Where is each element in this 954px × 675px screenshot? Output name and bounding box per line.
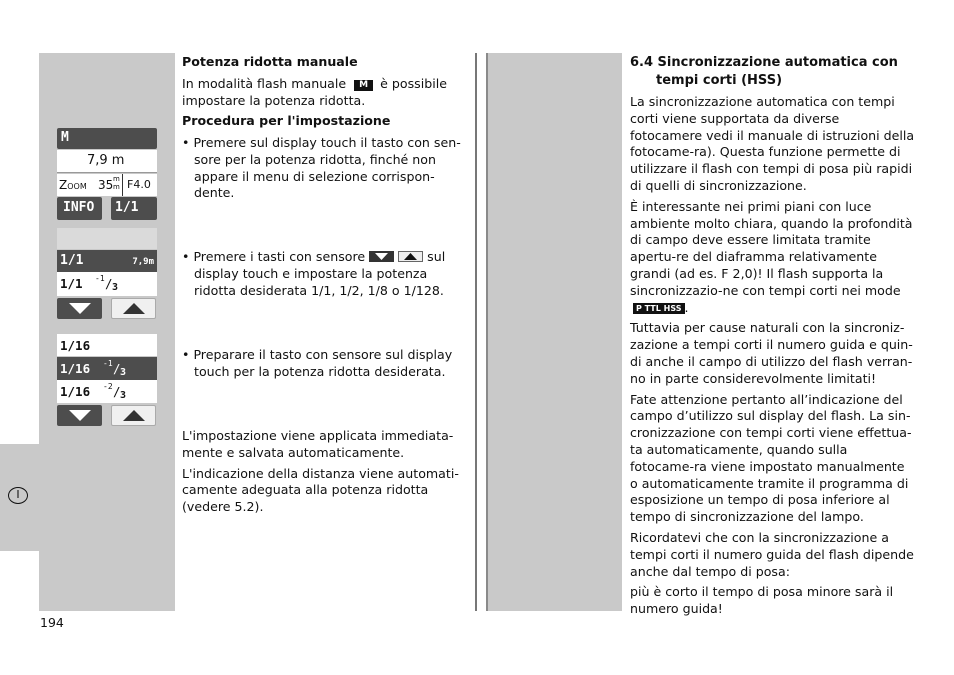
zoom-unit-bottom: m [113, 183, 120, 191]
lcd3-row3-slash: / [113, 384, 121, 399]
lcd2-down-button[interactable] [57, 298, 102, 319]
lcd1-distance [57, 150, 157, 173]
right-paragraph-1: La sincronizzazione automatica con tempi corti viene supportata da diverse fotocamere vedi il manuale di istruzioni della fotocame-ra). Questa funzione permette di utilizzare il flash con tempi di posa più rapidi di quelli di sincronizzazione. [630, 94, 915, 193]
right-paragraph-6: più è corto il tempo di posa minore sarà il numero guida! [630, 584, 894, 617]
zoom-divider [122, 174, 123, 196]
page-number: 194 [40, 615, 64, 630]
zoom-label: Zoom [59, 178, 87, 192]
step-1: • Premere sul display touch il tasto con sen-sore per la potenza ridotta, finché non appare il menu di selezione corrispon-dente. [182, 135, 461, 201]
intro-after: è possibile impostare la potenza ridotta. [182, 75, 447, 108]
section-heading: Potenza ridotta manuale [182, 54, 358, 69]
right-text-column [630, 54, 915, 622]
lcd2-up-button[interactable] [111, 298, 156, 319]
heading-line-2: tempi corti (HSS) [656, 73, 783, 88]
power-ratio-label: 1/1 [115, 200, 139, 215]
section-6-4-heading [630, 54, 915, 90]
right-paragraph-2-text: È interessante nei primi piani con luce ambiente molto chiara, quando la profondità di campo deve essere limitata tramite apertu-re del diaframma relativamente grandi (ad es. F 2,0)! Il flash supporta la sincronizzazio-ne con tempi corti nei mode [630, 198, 913, 298]
lcd2-frac-sub: 3 [112, 282, 119, 293]
lcd2-selected-value: 1/1 [60, 253, 84, 268]
step-2: • Premere i tasti con sensore sul display touch e impostare la potenza ridotta desiderata 1/1, 1/2, 1/8 o 1/128. [182, 249, 446, 298]
lcd3-row3-sup: -2 [103, 382, 113, 391]
step-1-text: Premere sul display touch il tasto con sen-sore per la potenza ridotta, finché non appare il menu di selezione corrispon-dente. [193, 135, 461, 201]
lcd2-selected-row [57, 250, 157, 272]
lcd3-down-button[interactable] [57, 405, 102, 426]
info-button[interactable] [57, 197, 102, 220]
lcd3-row1 [57, 334, 157, 356]
lcd2-frac-slash: / [105, 276, 113, 291]
lcd3-row2-sup: -1 [103, 359, 113, 368]
lcd3-row2-value: 1/16 [60, 361, 91, 376]
aperture-value: F4.0 [127, 178, 151, 191]
procedure-heading: Procedura per l'impostazione [182, 113, 391, 129]
lcd3-row2-slash: / [113, 361, 121, 376]
note-paragraph-2: L'indicazione della distanza viene automati-camente adeguata alla potenza ridotta (vedere 5.2). [182, 465, 459, 515]
intro-paragraph [182, 76, 467, 110]
step-2-after: sul display touch e impostare la potenza ridotta desiderata 1/1, 1/2, 1/8 o 1/128. [194, 249, 446, 298]
lcd2-fine-value: 1/1 [60, 276, 83, 291]
right-paragraph-3: Tuttavia per cause naturali con la sincroniz-zazione a tempi corti il numero guida e quin-di anche il campo di utilizzo del flash verran-no in parte considerevolmente limitati! [630, 320, 913, 386]
lcd3-row2-sub: 3 [120, 367, 127, 378]
step-3-text: Preparare il tasto con sensore sul display touch per la potenza ridotta desiderata. [193, 347, 453, 379]
arrow-down-icon [69, 410, 91, 421]
left-notes [182, 428, 460, 520]
arrow-down-icon [69, 303, 91, 314]
lcd1-distance-value: 7,9 m [87, 153, 125, 168]
right-paragraph-2 [630, 199, 915, 317]
language-tab-label: I [8, 487, 28, 504]
right-paragraph-5: Ricordatevi che con la sincronizzazione a tempi corti il numero guida del flash dipende anche dal tempo di posa: [630, 529, 914, 579]
down-key-icon [369, 251, 394, 262]
lcd2-header [57, 228, 157, 249]
lcd1-mode-bar [57, 128, 157, 149]
manual-mode-badge: M [354, 80, 373, 91]
zoom-unit-top: m [113, 175, 120, 183]
lcd3-up-button[interactable] [111, 405, 156, 426]
intro-before: In modalità flash manuale [182, 75, 347, 91]
right-paragraph-4: Fate attenzione pertanto all’indicazione del campo d’utilizzo sul display del flash. La sin-cronizzazione con tempi corti viene effettua-ta automaticamente, quando sulla fotocame-ra viene impostato manualmente o automaticamente tramite il programma di esposizione un tempo di posa inferiore al tempo di sincronizzazione del lampo. [630, 391, 912, 525]
right-gray-column [486, 53, 622, 611]
lcd1-mode: M [61, 130, 69, 145]
left-text-column [182, 54, 467, 134]
power-ratio-button[interactable] [111, 197, 157, 220]
arrow-up-icon [123, 303, 145, 314]
right-paragraph-2-end: . [684, 299, 689, 315]
center-divider-left [475, 53, 477, 611]
lcd3-row3 [57, 380, 157, 403]
lcd2-fine-row [57, 272, 157, 296]
step-3: • Preparare il tasto con sensore sul display touch per la potenza ridotta desiderata. [182, 347, 453, 379]
note-paragraph-1: L'impostazione viene applicata immediata-mente e salvata automaticamente. [182, 428, 454, 460]
arrow-up-icon [123, 410, 145, 421]
info-label: INFO [63, 200, 95, 215]
lcd3-row2 [57, 357, 157, 380]
lcd1-zoom-row [57, 174, 157, 196]
right-gray-inner-rule [486, 53, 488, 611]
lcd3-row3-sub: 3 [120, 390, 127, 401]
lcd2-distance: 7,9m [132, 257, 154, 267]
up-key-icon [398, 251, 423, 262]
zoom-value: 35 [98, 178, 114, 192]
p-ttl-hss-badge: P TTL HSS [633, 303, 685, 314]
lcd2-frac-sup: -1 [95, 274, 105, 283]
lcd3-row1-value: 1/16 [60, 338, 91, 353]
heading-line-1: 6.4 Sincronizzazione automatica con [630, 55, 898, 70]
lcd3-row3-value: 1/16 [60, 384, 91, 399]
step-2-before: Premere i tasti con sensore [193, 249, 366, 264]
